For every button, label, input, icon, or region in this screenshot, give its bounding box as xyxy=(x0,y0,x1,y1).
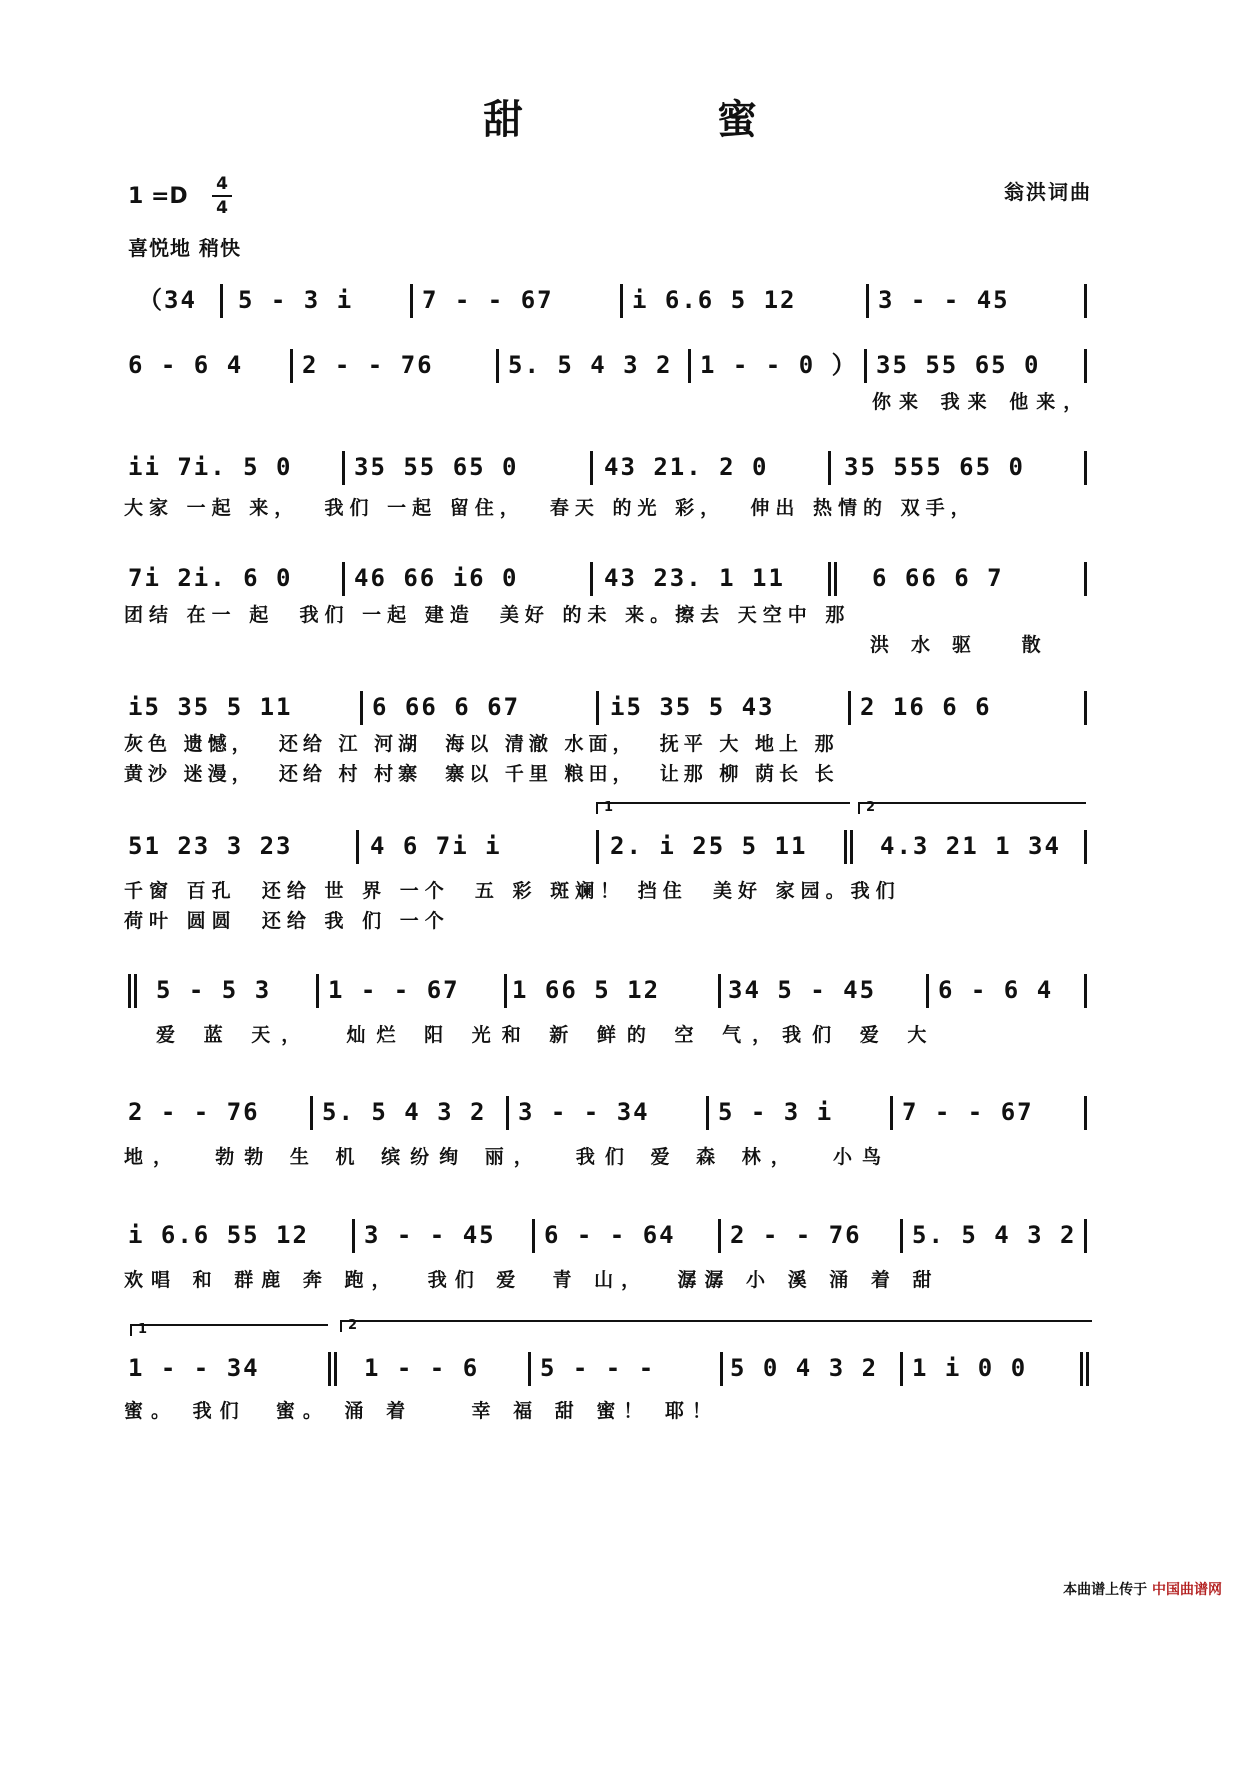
lyric-line: 团结 在一 起 我们 一起 建造 美好 的未 来。擦去 天空中 那 xyxy=(124,604,851,626)
measure: 1 66 5 12 xyxy=(512,976,661,1004)
measure: 35 555 65 0 xyxy=(844,453,1025,481)
measure: 6 66 6 7 xyxy=(872,564,1004,592)
measure: 2 16 6 6 xyxy=(860,693,992,721)
measure: 6 - 6 4 xyxy=(938,976,1054,1004)
lyric-line: 灰色 遗憾， 还给 江 河湖 海以 清澈 水面， 抚平 大 地上 那 xyxy=(124,733,839,755)
measure: 5 - 3 i xyxy=(718,1098,834,1126)
measure: 1 - - 6 xyxy=(364,1354,480,1382)
staff-row xyxy=(120,282,1095,318)
measure: 6 - - 64 xyxy=(544,1221,676,1249)
time-top: 4 xyxy=(216,174,228,194)
measure: 5 - 5 3 xyxy=(156,976,272,1004)
time-signature xyxy=(212,174,232,218)
measure: 1 - - 67 xyxy=(328,976,460,1004)
measure: 3 - - 34 xyxy=(518,1098,650,1126)
staff-row xyxy=(120,1350,1095,1426)
measure: 5 0 4 3 2 xyxy=(730,1354,879,1382)
measure: 43 21. 2 0 xyxy=(604,453,769,481)
measure: 5 - - - xyxy=(540,1354,656,1382)
measure: 7 - - 67 xyxy=(422,286,554,314)
measure: 51 23 3 23 xyxy=(128,832,293,860)
measure: 35 55 65 0 xyxy=(876,351,1041,379)
measure: i 6.6 55 12 xyxy=(128,1221,309,1249)
measure: i5 35 5 11 xyxy=(128,693,293,721)
staff-row xyxy=(120,972,1095,1050)
upload-prefix: 本曲谱上传于 xyxy=(1063,1582,1148,1598)
volta-bracket: 2 xyxy=(340,1320,1092,1332)
measure: 43 23. 1 11 xyxy=(604,564,785,592)
measure: 2 - - 76 xyxy=(302,351,434,379)
measure: 4.3 21 1 34 xyxy=(880,832,1061,860)
site-logo: 中国曲谱网 xyxy=(1152,1582,1222,1598)
staff-row xyxy=(120,560,1095,660)
measure: 1 - - 0 ） xyxy=(700,351,858,379)
lyric-line: 洪水驱 散 xyxy=(870,634,1063,656)
upload-credit xyxy=(1063,1579,1222,1599)
lyric-line: 地， 勃勃 生 机 缤纷绚 丽， 我们 爱 森 林， 小鸟 xyxy=(124,1146,891,1168)
lyric-line: 蜜。 我们 蜜。 涌 着 幸 福 甜 蜜！ 耶！ xyxy=(124,1400,719,1422)
staff-row xyxy=(120,828,1095,936)
volta-bracket: 1 xyxy=(130,1324,328,1336)
lyric-line: 千窗 百孔 还给 世 界 一个 五 彩 斑斓！ 挡住 美好 家园。我们 xyxy=(124,880,901,902)
measure: 46 66 i6 0 xyxy=(354,564,519,592)
measure: 5 - 3 i xyxy=(238,286,354,314)
score-title: 甜 蜜 xyxy=(483,97,847,143)
staff-row xyxy=(120,449,1095,523)
measure: 7 - - 67 xyxy=(902,1098,1034,1126)
lyric-line: 荷叶 圆圆 还给 我 们 一个 xyxy=(124,910,450,932)
staff-row xyxy=(120,347,1095,417)
volta-bracket: 1 xyxy=(596,802,850,814)
lyric-line: 黄沙 迷漫， 还给 村 村寨 寨以 千里 粮田， 让那 柳 荫长 长 xyxy=(124,763,839,785)
staff-row xyxy=(120,1217,1095,1295)
measure: 1 i 0 0 xyxy=(912,1354,1028,1382)
measure: 6 66 6 67 xyxy=(372,693,521,721)
measure: 2 - - 76 xyxy=(128,1098,260,1126)
time-bottom: 4 xyxy=(216,198,228,218)
staff-row xyxy=(120,1094,1095,1172)
measure: 4 6 7i i xyxy=(370,832,502,860)
measure: 2. i 25 5 11 xyxy=(610,832,808,860)
staff-row xyxy=(120,689,1095,789)
lyric-line: 大家 一起 来， 我们 一起 留住， 春天 的光 彩， 伸出 热情的 双手， xyxy=(124,497,976,519)
composer-credit: 翁洪词曲 xyxy=(1004,180,1092,204)
measure: i5 35 5 43 xyxy=(610,693,775,721)
measure: ii 7i. 5 0 xyxy=(128,453,293,481)
measure: i 6.6 5 12 xyxy=(632,286,797,314)
measure: 1 - - 34 xyxy=(128,1354,260,1382)
measure: （34 xyxy=(138,286,197,314)
measure: 34 5 - 45 xyxy=(728,976,877,1004)
measure: 5. 5 4 3 2 xyxy=(912,1221,1077,1249)
measure: 7i 2i. 6 0 xyxy=(128,564,293,592)
lyric-line: 欢唱 和 群鹿 奔 跑， 我们 爱 青 山， 潺潺 小 溪 涌 着 甜 xyxy=(124,1269,940,1291)
measure: 2 - - 76 xyxy=(730,1221,862,1249)
measure: 5. 5 4 3 2 xyxy=(508,351,673,379)
lyric-line: 你来 我来 他来， xyxy=(872,391,1091,413)
measure: 3 - - 45 xyxy=(364,1221,496,1249)
measure: 6 - 6 4 xyxy=(128,351,244,379)
measure: 5. 5 4 3 2 xyxy=(322,1098,487,1126)
key-signature: 1 =D xyxy=(128,184,188,209)
measure: 3 - - 45 xyxy=(878,286,1010,314)
lyric-line: 爱 蓝 天， 灿烂 阳 光和 新 鲜的 空 气，我们 爱 大 xyxy=(156,1024,938,1046)
tempo-marking: 喜悦地 稍快 xyxy=(128,236,241,260)
volta-bracket: 2 xyxy=(858,802,1086,814)
measure: 35 55 65 0 xyxy=(354,453,519,481)
